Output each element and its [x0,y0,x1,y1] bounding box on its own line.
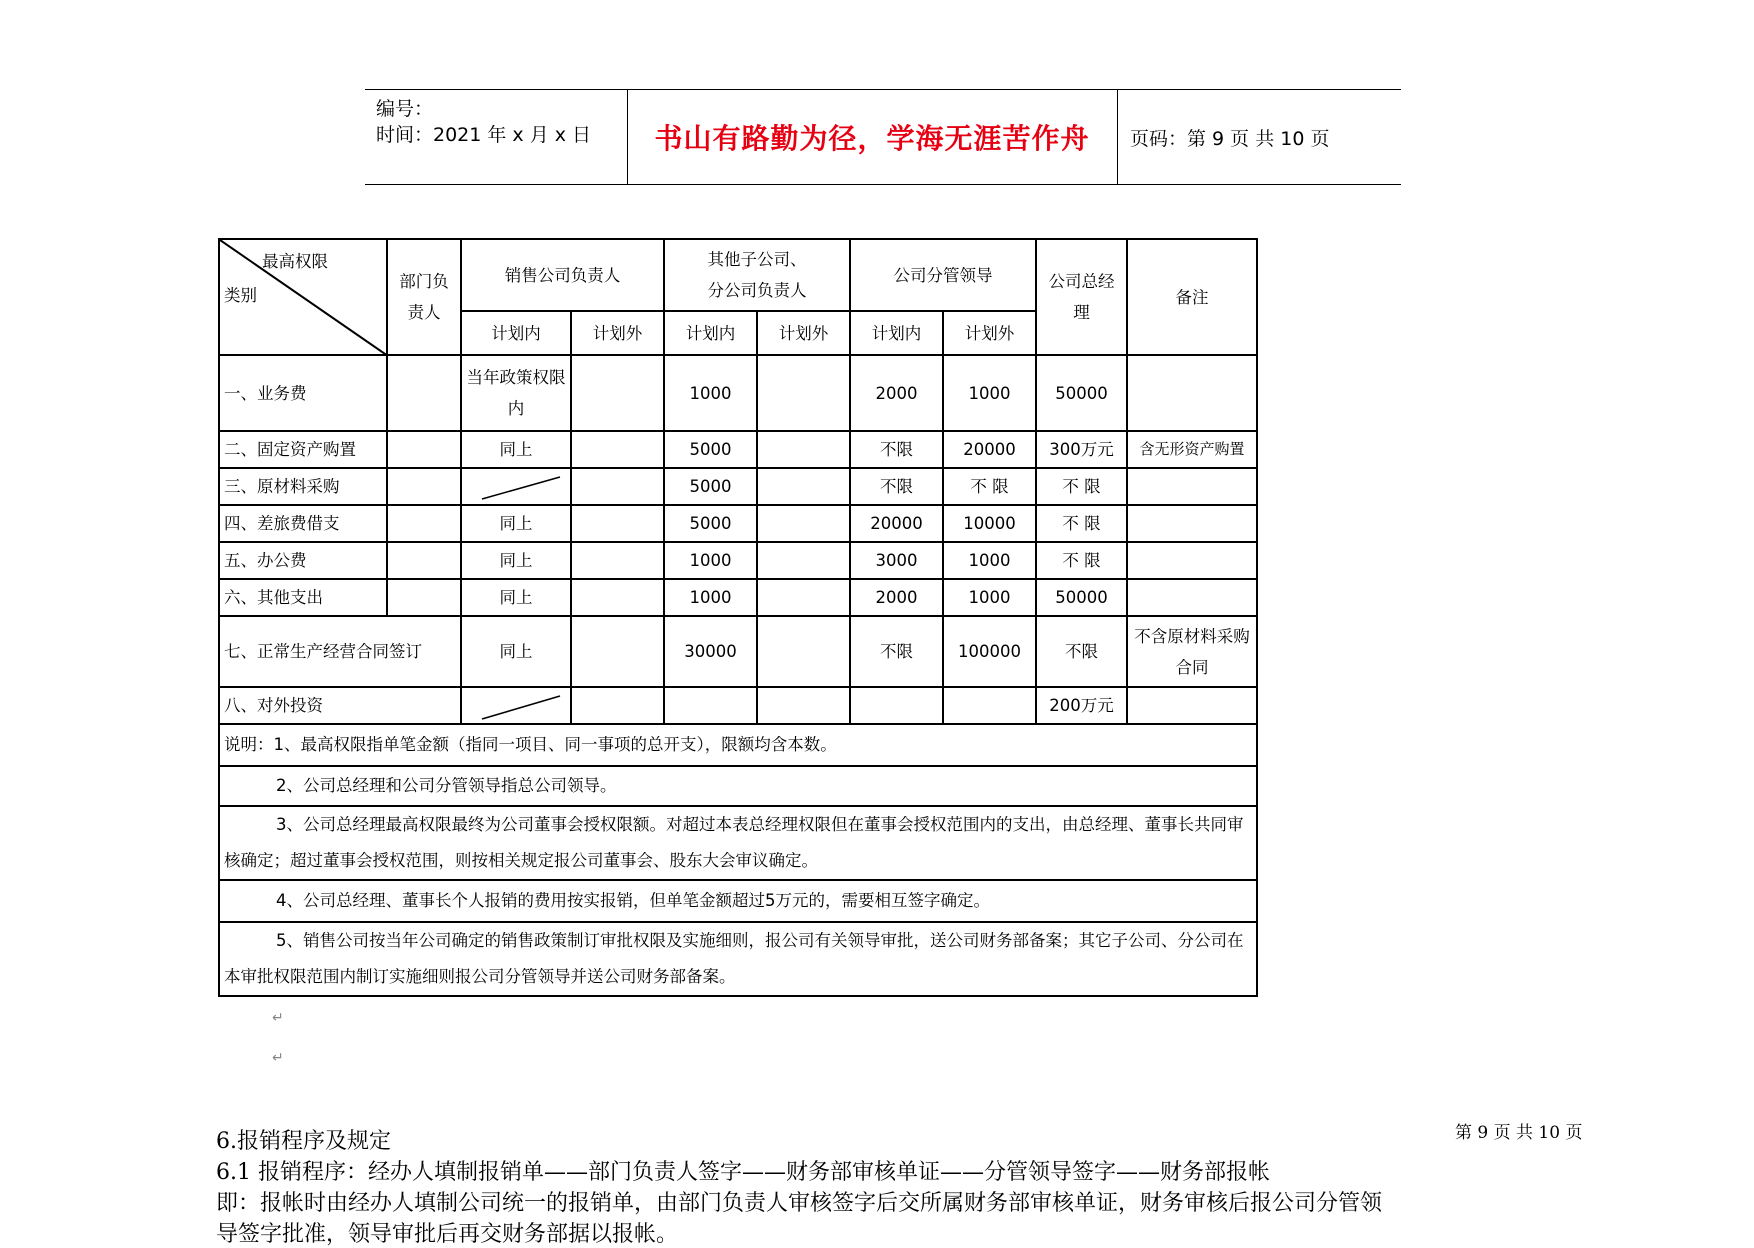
col-header-subsidiary-line2: 分公司负责人 [707,281,807,300]
body-line: 即：报帐时由经办人填制公司统一的报销单，由部门负责人审核签字后交所属财务部审核单证，财务审核后报公司分管领 [216,1191,1383,1216]
row-category: 二、固定资产购置 [219,431,387,468]
row-sub-in: 1000 [664,579,757,616]
row-sub-out [757,542,850,579]
diagonal-strike-line [462,469,571,505]
paragraph-mark-icon: ↵ [272,1050,284,1066]
row-dept [387,355,461,431]
note-1: 说明：1、最高权限指单笔金额（指同一项目、同一事项的总开支），限额均含本数。 [219,724,1257,766]
note-row [219,766,1257,806]
document-header [365,89,1401,185]
row-leader-out [943,687,1036,724]
sub-header-sales-out: 计划外 [571,311,664,355]
note-2: 2、公司总经理和公司分管领导指总公司领导。 [219,766,1257,806]
body-line: 6.1 报销程序：经办人填制报销单——部门负责人签字——财务部审核单证——分管领导签字——财务部报帐 [216,1160,1270,1185]
row-gm: 不限 [1036,616,1127,687]
col-header-leader: 公司分管领导 [850,239,1036,311]
col-header-note: 备注 [1127,239,1257,355]
table-row [219,468,1257,505]
footer-page-number: 第 9 页 共 10 页 [1455,1123,1583,1143]
row-leader-in: 3000 [850,542,943,579]
corner-label-top: 最高权限 [262,252,328,271]
row-dept [387,542,461,579]
body-line: 导签字批准，领导审批后再交财务部据以报帐。 [216,1222,679,1247]
col-header-sales: 销售公司负责人 [461,239,664,311]
doc-number-label: 编号： [376,98,434,120]
row-category: 六、其他支出 [219,579,387,616]
diagonal-strike-line [462,688,571,724]
row-leader-in [850,687,943,724]
row-gm: 50000 [1036,579,1127,616]
row-category: 五、办公费 [219,542,387,579]
row-category: 三、原材料采购 [219,468,387,505]
row-leader-in: 2000 [850,355,943,431]
doc-time-label: 时间：2021 年 x 月 x 日 [376,124,592,146]
row-dept [387,505,461,542]
header-motto-cell [627,90,1118,184]
table-row [219,431,1257,468]
row-note [1127,687,1257,724]
sub-header-sub-out: 计划外 [757,311,850,355]
row-sales-in: 同上 [461,579,571,616]
row-leader-out: 不 限 [943,468,1036,505]
note-row [219,724,1257,766]
col-header-subsidiary-line1: 其他子公司、 [707,250,807,269]
row-gm: 200万元 [1036,687,1127,724]
row-sales-out [571,431,664,468]
row-leader-out: 20000 [943,431,1036,468]
row-note: 不含原材料采购合同 [1127,616,1257,687]
row-sub-in [664,687,757,724]
corner-label-bottom: 类别 [224,286,257,305]
section-heading: 6.报销程序及规定 [216,1129,391,1154]
row-sales-out [571,616,664,687]
table-row [219,579,1257,616]
row-sales-in: 同上 [461,616,571,687]
header-left-cell [365,90,628,184]
row-sales-in: 同上 [461,542,571,579]
row-sub-out [757,355,850,431]
col-header-dept: 部门负责人 [387,239,461,355]
row-sales-out [571,468,664,505]
note-3: 3、公司总经理最高权限最终为公司董事会授权限额。对超过本表总经理权限但在董事会授权范围内的支出，由总经理、董事长共同审核确定；超过董事会授权范围，则按相关规定报公司董事会、股东大会审议确定。 [219,806,1257,880]
note-row [219,922,1257,996]
row-category: 七、正常生产经营合同签订 [219,616,461,687]
row-sub-in: 1000 [664,542,757,579]
row-sales-out [571,505,664,542]
row-note [1127,542,1257,579]
row-category: 四、差旅费借支 [219,505,387,542]
paragraph-mark-icon: ↵ [272,1010,284,1026]
row-sales-in: 同上 [461,431,571,468]
row-sales-out [571,542,664,579]
note-row [219,880,1257,922]
row-leader-out: 1000 [943,355,1036,431]
row-note [1127,468,1257,505]
row-leader-in: 不限 [850,431,943,468]
row-sub-out [757,505,850,542]
row-category: 八、对外投资 [219,687,461,724]
row-sub-in: 1000 [664,355,757,431]
row-sales-in-crossed [461,687,571,724]
row-dept [387,468,461,505]
table-row [219,505,1257,542]
row-sales-in: 同上 [461,505,571,542]
row-category: 一、业务费 [219,355,387,431]
row-gm: 不 限 [1036,505,1127,542]
sub-header-leader-in: 计划内 [850,311,943,355]
note-4: 4、公司总经理、董事长个人报销的费用按实报销，但单笔金额超过5万元的，需要相互签字确定。 [219,880,1257,922]
note-row [219,806,1257,880]
table-row [219,542,1257,579]
row-leader-in: 不限 [850,468,943,505]
row-gm: 50000 [1036,355,1127,431]
row-leader-out: 100000 [943,616,1036,687]
header-motto: 书山有路勤为径，学海无涯苦作舟 [654,122,1090,155]
col-header-subsidiary [664,239,850,311]
row-sub-out [757,579,850,616]
row-sales-out [571,687,664,724]
row-leader-out: 1000 [943,579,1036,616]
row-sub-out [757,616,850,687]
row-sales-in-crossed [461,468,571,505]
row-sub-in: 5000 [664,468,757,505]
note-5: 5、销售公司按当年公司确定的销售政策制订审批权限及实施细则，报公司有关领导审批，送公司财务部备案；其它子公司、分公司在本审批权限范围内制订实施细则报公司分管领导并送公司财务部备案。 [219,922,1257,996]
row-sales-out [571,579,664,616]
row-dept [387,431,461,468]
row-dept [387,579,461,616]
corner-header-cell [219,239,387,355]
row-gm: 300万元 [1036,431,1127,468]
row-sales-in: 当年政策权限内 [461,355,571,431]
row-leader-in: 不限 [850,616,943,687]
row-sub-out [757,687,850,724]
row-note [1127,505,1257,542]
row-note: 含无形资产购置 [1127,431,1257,468]
row-sub-in: 30000 [664,616,757,687]
row-sub-in: 5000 [664,431,757,468]
sub-header-sub-in: 计划内 [664,311,757,355]
row-leader-out: 10000 [943,505,1036,542]
row-leader-out: 1000 [943,542,1036,579]
table-row [219,687,1257,724]
row-gm: 不 限 [1036,468,1127,505]
header-page-cell [1117,90,1401,184]
table-row [219,355,1257,431]
sub-header-sales-in: 计划内 [461,311,571,355]
row-leader-in: 2000 [850,579,943,616]
row-leader-in: 20000 [850,505,943,542]
row-sub-out [757,431,850,468]
row-note [1127,355,1257,431]
row-sales-out [571,355,664,431]
row-sub-in: 5000 [664,505,757,542]
table-row [219,616,1257,687]
row-note [1127,579,1257,616]
row-sub-out [757,468,850,505]
header-page-info: 页码：第 9 页 共 10 页 [1130,127,1330,150]
col-header-gm: 公司总经理 [1036,239,1127,355]
authority-table [218,238,1258,997]
sub-header-leader-out: 计划外 [943,311,1036,355]
row-gm: 不 限 [1036,542,1127,579]
